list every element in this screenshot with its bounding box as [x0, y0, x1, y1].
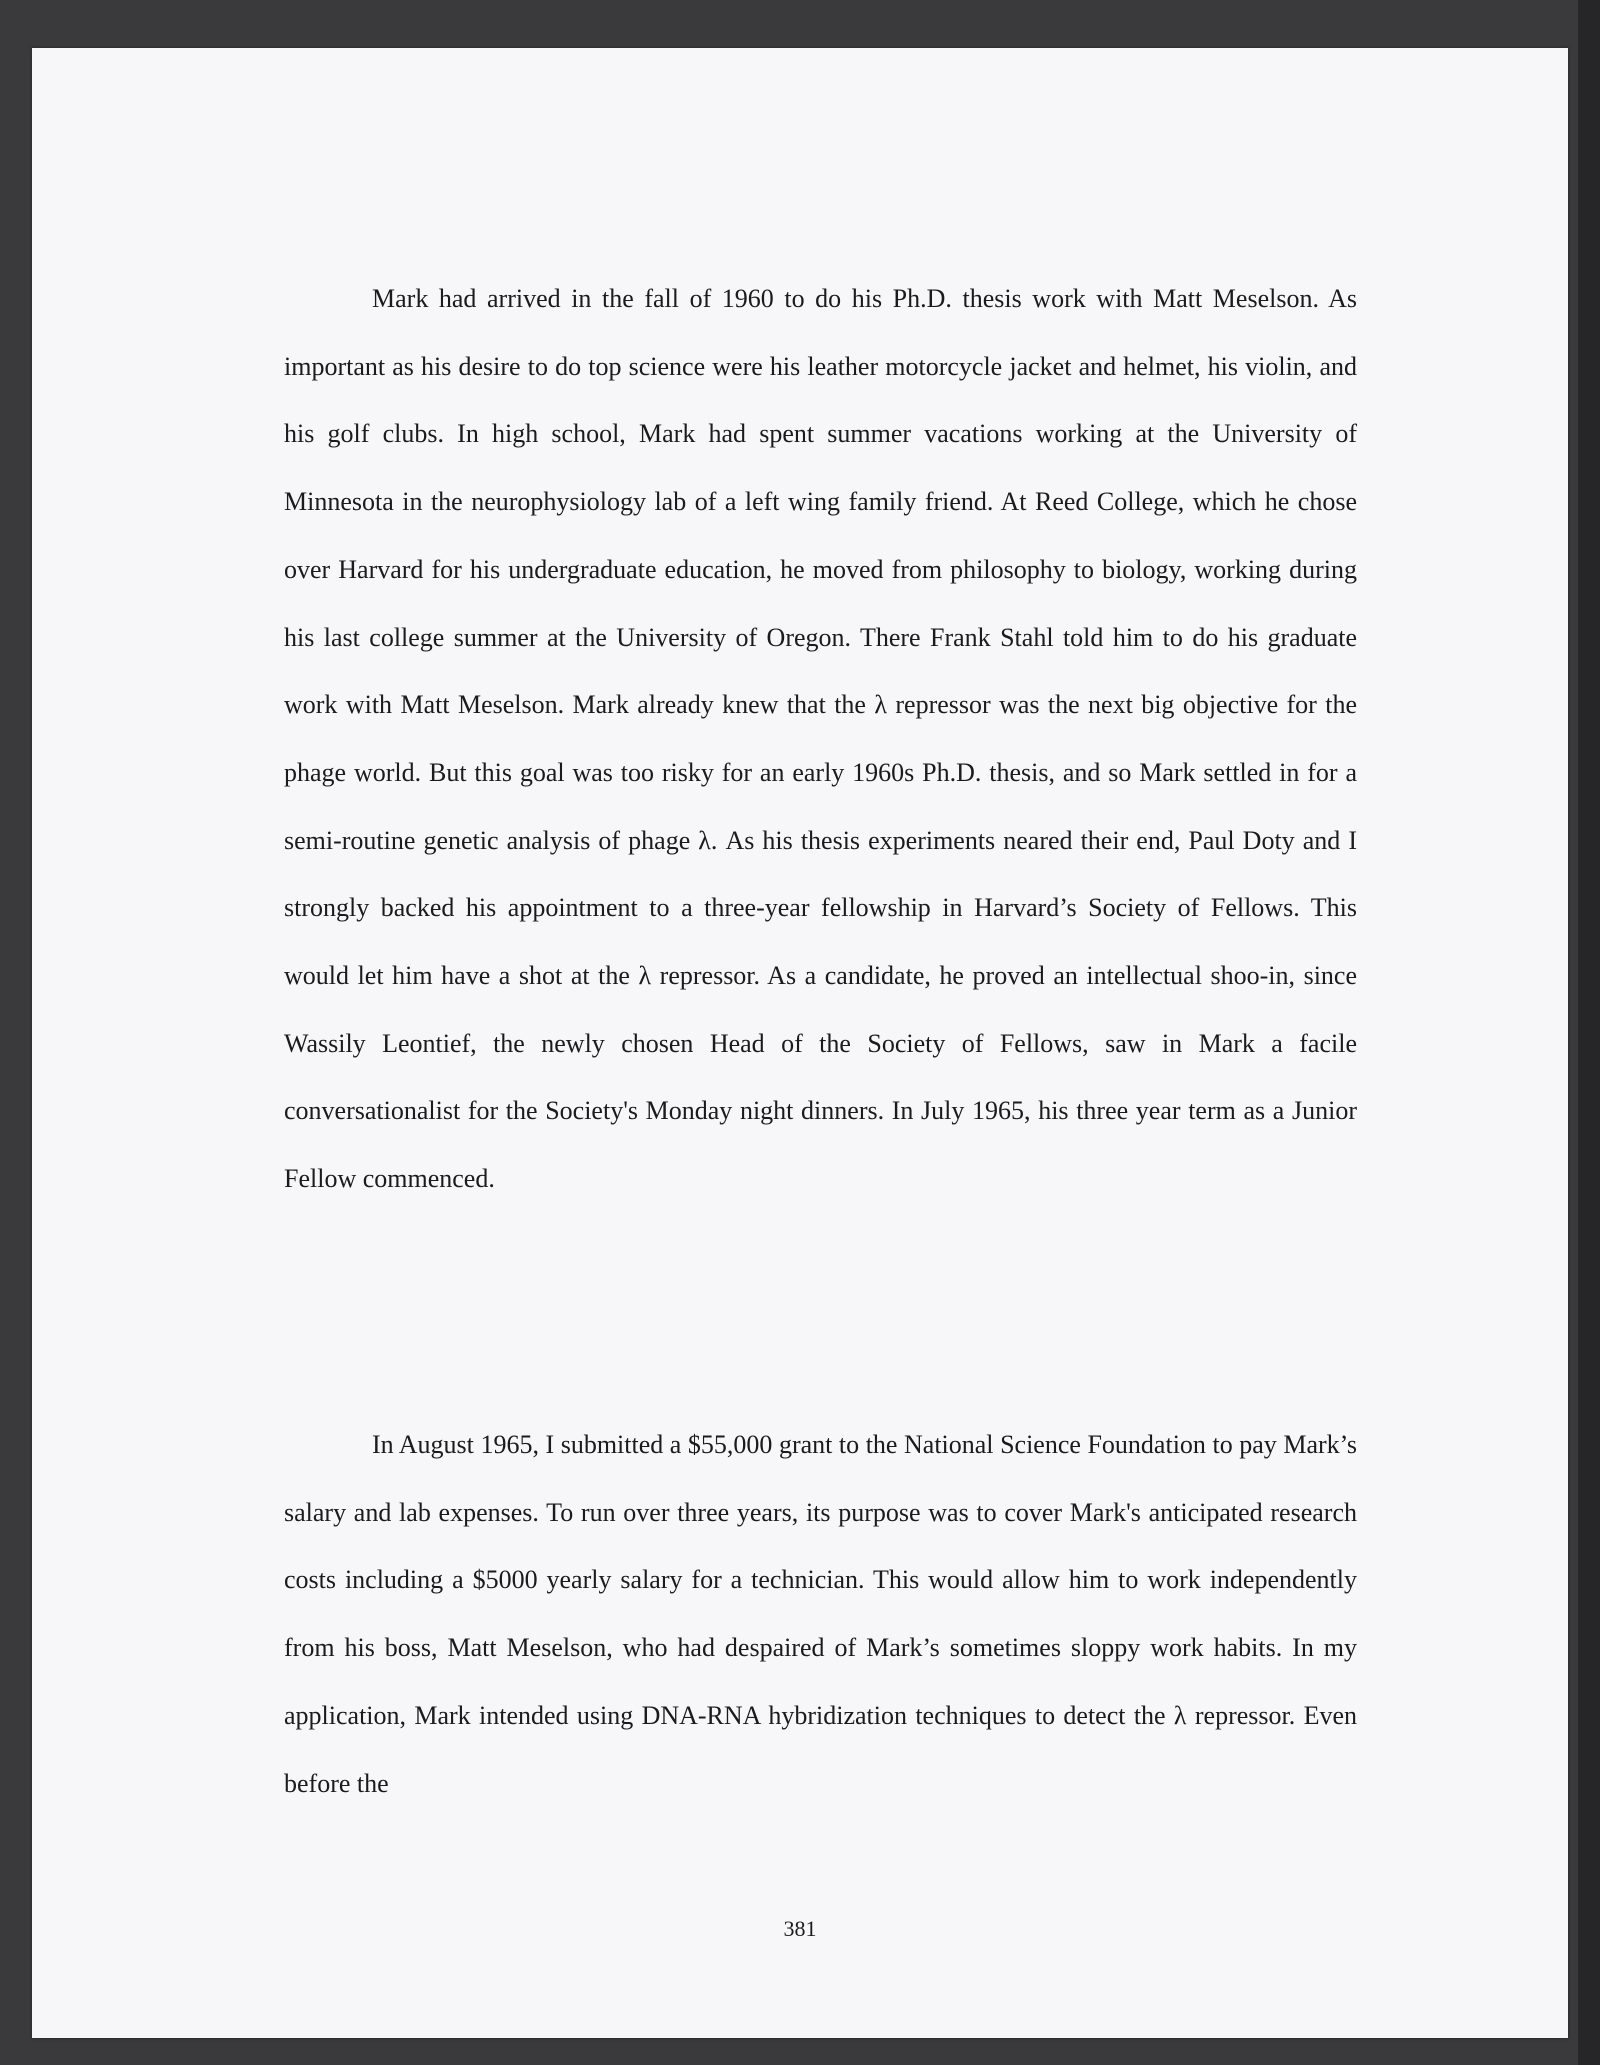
paragraph-1: Mark had arrived in the fall of 1960 to do his Ph.D. thesis work with Matt Meselson. As important as his desire to do top science were his leather motorcycle jacket and helmet, his violin, and his golf clubs. In high school, Mark had spent summer vacations working at the University of Minnesota in the neurophysiology lab of a left wing family friend. At Reed College, which he chose over Harvard for his undergraduate education, he moved from philosophy to biology, working during his last college summer at the University of Oregon. There Frank Stahl told him to do his graduate work with Matt Meselson. Mark already knew that the λ repressor was the next big objective for the phage world. But this goal was too risky for an early 1960s Ph.D. thesis, and so Mark settled in for a semi-routine genetic analysis of phage λ. As his thesis experiments neared their end, Paul Doty and I strongly backed his appointment to a three-year fellowship in Harvard’s Society of Fellows. This would let him have a shot at the λ repressor. As a candidate, he proved an intellectual shoo-in, since Wassily Leontief, the newly chosen Head of the Society of Fellows, saw in Mark a facile conversationalist for the Society's Monday night dinners. In July 1965, his three year term as a Junior Fellow commenced.	[284, 284, 1357, 1194]
paragraph-2: In August 1965, I submitted a $55,000 grant to the National Science Foundation to pay Mark’s salary and lab expenses. To run over three years, its purpose was to cover Mark's anticipated research costs including a $5000 yearly salary for a technician. This would allow him to work independently from his boss, Matt Meselson, who had despaired of Mark’s sometimes sloppy work habits. In my application, Mark intended using DNA-RNA hybridization techniques to detect the λ repressor. Even before the	[284, 1430, 1357, 1798]
page-number: 381	[783, 1916, 817, 1941]
scan-background-edge	[1578, 0, 1600, 2065]
document-page	[32, 48, 1568, 2038]
